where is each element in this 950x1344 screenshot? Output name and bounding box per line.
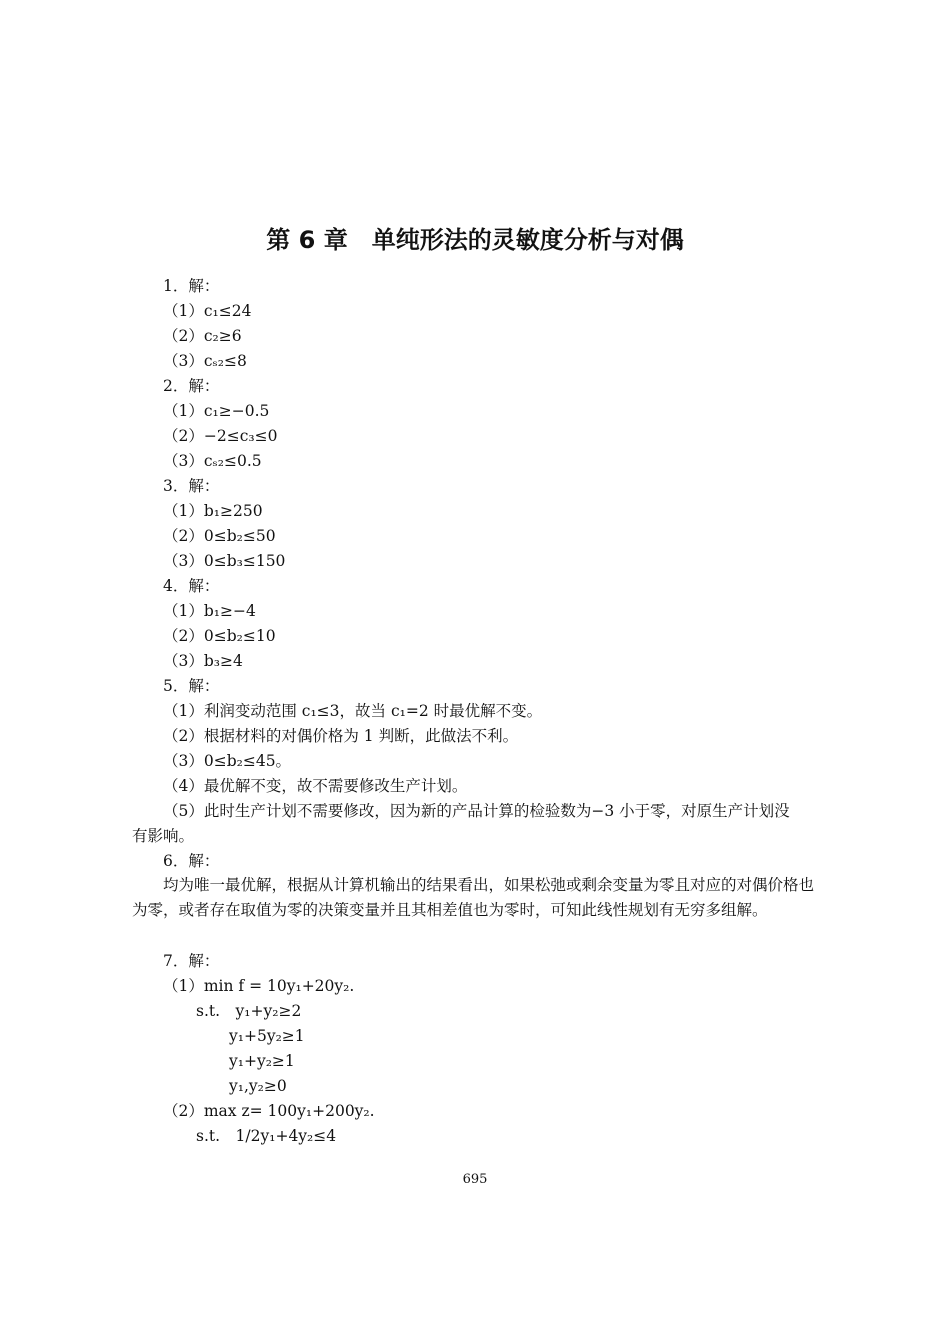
answer-paragraph: 均为唯一最优解，根据从计算机输出的结果看出，如果松弛或剩余变量为零且对应的对偶价格也为零，或者存在取值为零的决策变量并且其相差值也为零时，可知此线性规划有无穷多组解。 bbox=[132, 876, 815, 919]
answer-heading-6: 6．解： bbox=[163, 852, 220, 870]
answer-line: （3）0≤b₂≤45。 bbox=[163, 752, 292, 770]
answer-line: （1）min f = 10y₁+20y₂. bbox=[163, 977, 355, 995]
constraint-line: y₁+y₂≥1 bbox=[229, 1052, 295, 1070]
answer-line: （3）cₛ₂≤8 bbox=[163, 352, 247, 370]
answer-line: （2）max z= 100y₁+200y₂. bbox=[163, 1102, 375, 1120]
answer-line: （2）0≤b₂≤10 bbox=[163, 627, 276, 645]
answer-heading-1: 1．解： bbox=[163, 277, 220, 295]
answer-heading-4: 4．解： bbox=[163, 577, 220, 595]
answer-line: （3）cₛ₂≤0.5 bbox=[163, 452, 262, 470]
answer-line: （2）根据材料的对偶价格为 1 判断，此做法不利。 bbox=[163, 727, 519, 745]
answer-line: （1）b₁≥250 bbox=[163, 502, 263, 520]
answer-line: （1）c₁≥−0.5 bbox=[163, 402, 270, 420]
answer-line: （2）0≤b₂≤50 bbox=[163, 527, 276, 545]
answer-line: （4）最优解不变，故不需要修改生产计划。 bbox=[163, 777, 468, 795]
answer-heading-7: 7．解： bbox=[163, 952, 220, 970]
answer-line: （5）此时生产计划不需要修改，因为新的产品计算的检验数为−3 小于零，对原生产计划没 bbox=[163, 802, 790, 820]
constraint-line: s.t. 1/2y₁+4y₂≤4 bbox=[196, 1127, 337, 1145]
answer-line: （1）b₁≥−4 bbox=[163, 602, 256, 620]
answer-line: （3）b₃≥4 bbox=[163, 652, 243, 670]
constraint-line: y₁+5y₂≥1 bbox=[229, 1027, 305, 1045]
answer-line: （2）−2≤c₃≤0 bbox=[163, 427, 278, 445]
answer-heading-3: 3．解： bbox=[163, 477, 220, 495]
answer-heading-2: 2．解： bbox=[163, 377, 220, 395]
answer-line: （3）0≤b₃≤150 bbox=[163, 552, 286, 570]
constraint-line: y₁,y₂≥0 bbox=[229, 1077, 287, 1095]
answer-line: （1）c₁≤24 bbox=[163, 302, 252, 320]
page-number: 695 bbox=[462, 1172, 488, 1187]
constraint-line: s.t. y₁+y₂≥2 bbox=[196, 1002, 302, 1020]
answer-heading-5: 5．解： bbox=[163, 677, 220, 695]
answer-line-continued: 有影响。 bbox=[132, 827, 195, 845]
answer-line: （2）c₂≥6 bbox=[163, 327, 242, 345]
chapter-title: 第 6 章 单纯形法的灵敏度分析与对偶 bbox=[266, 226, 684, 254]
answer-line: （1）利润变动范围 c₁≤3，故当 c₁=2 时最优解不变。 bbox=[163, 702, 543, 720]
